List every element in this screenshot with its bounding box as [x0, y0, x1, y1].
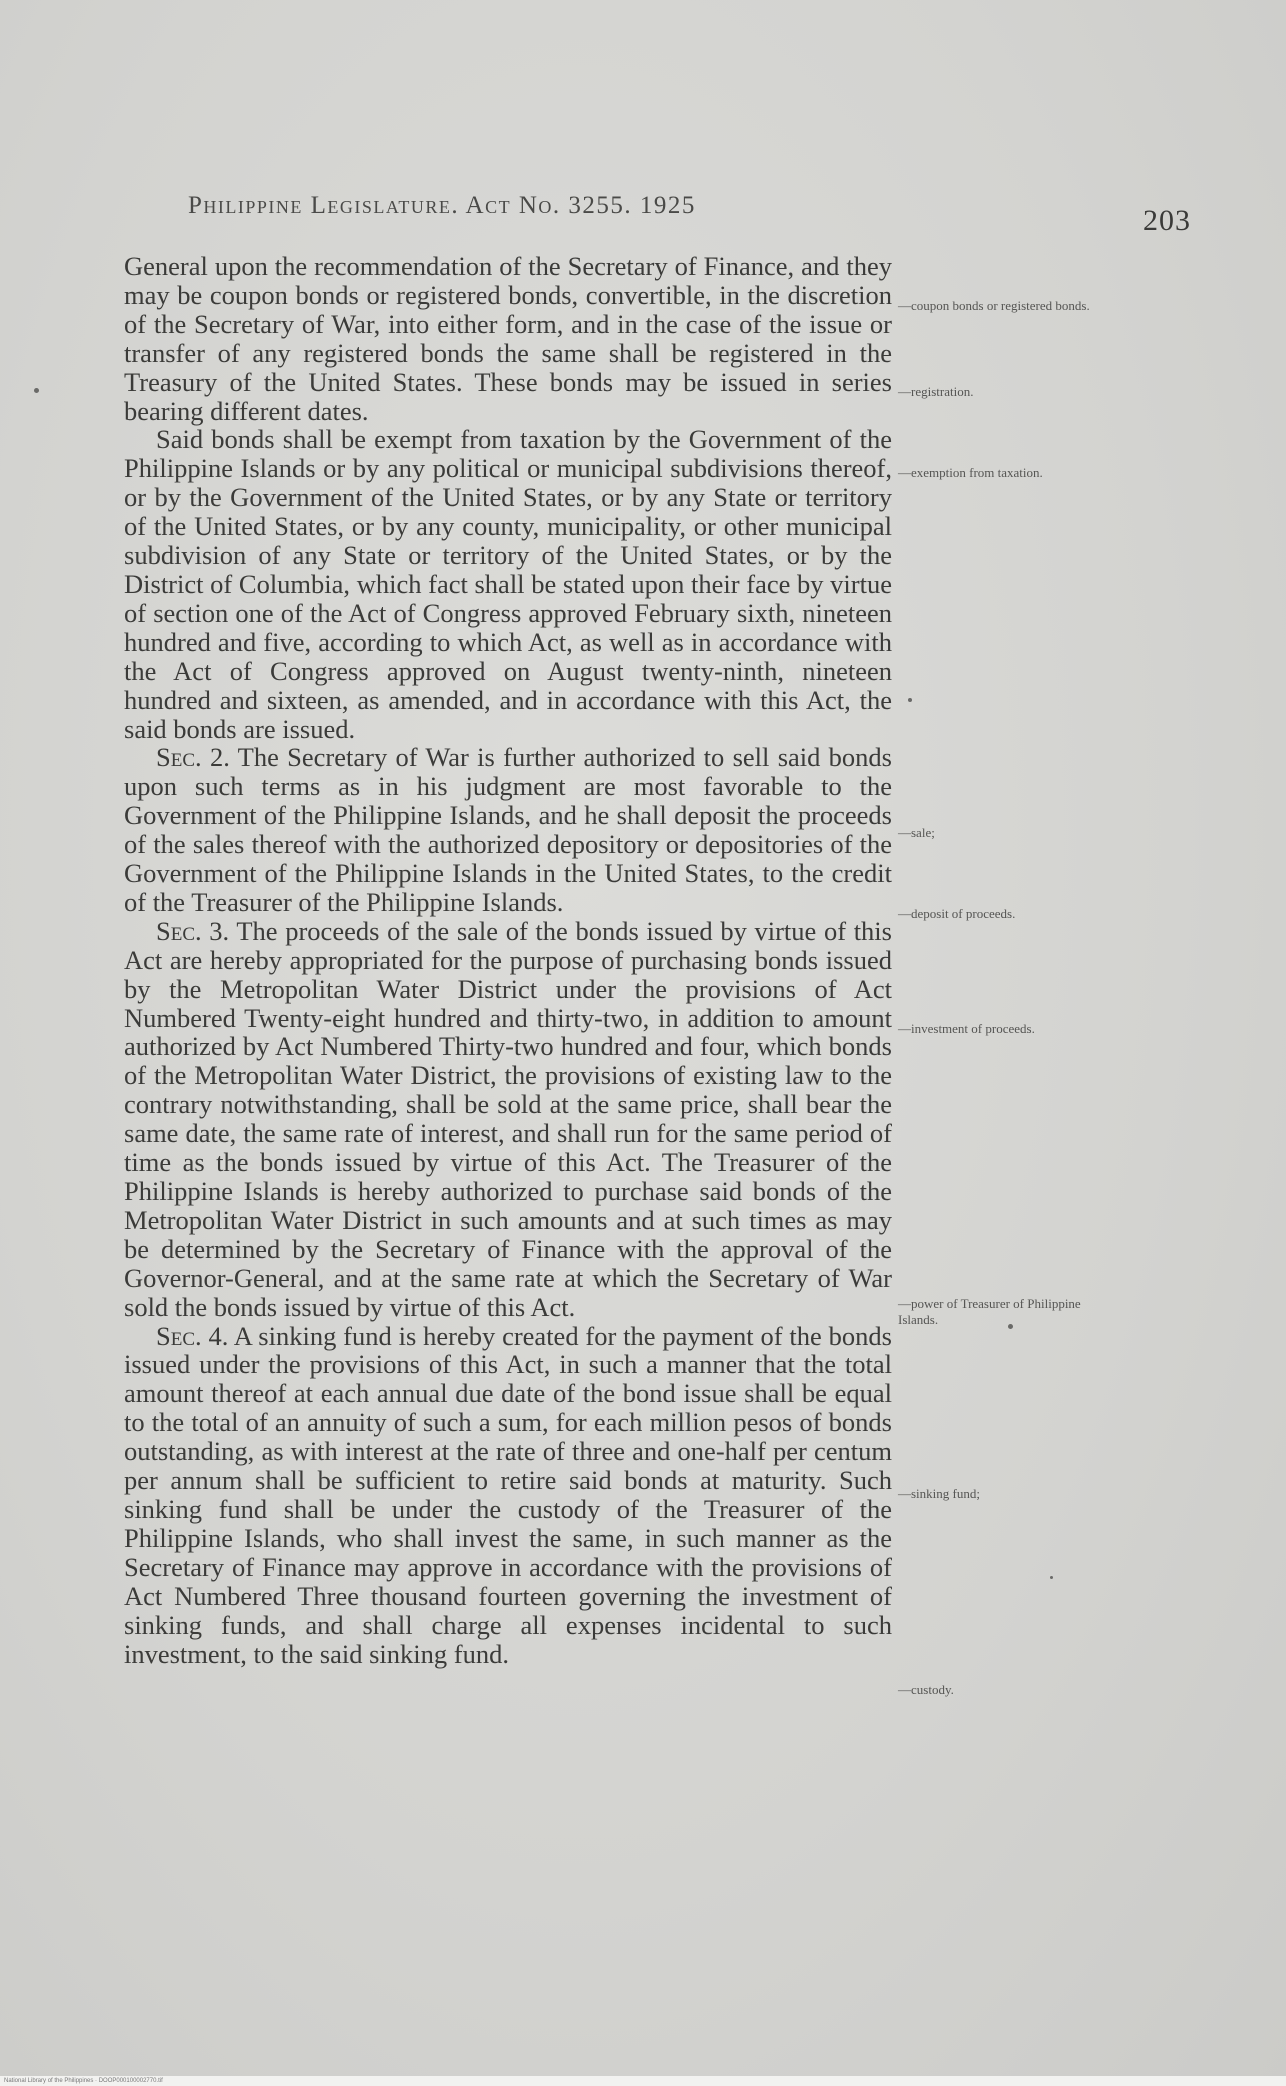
section-4-text: A sinking fund is hereby created for the payment of the bonds issued under the provisions of this Act, in such a manner that the total amount thereof at each annual due date of the bond issue shall be equal to the total of an annuity of such a sum, for each million pesos of bonds outstanding, as with interest at the rate of three and one-half per centum per annum shall be sufficient to retire said bonds at maturity. Such sinking fund shall be under the custody of the Treasurer of the Philippine Islands, who shall invest the same, in such manner as the Secretary of Finance may approve in accordance with the provisions of Act Numbered Three thousand fourteen governing the investment of sinking funds, and shall charge all expenses incidental to such investment, to the said sinking fund.: [124, 1320, 892, 1669]
margin-note-coupon: —coupon bonds or registered bonds.: [898, 298, 1090, 313]
margin-note-registration: —registration.: [898, 384, 974, 399]
scan-speck: [908, 698, 912, 702]
margin-note-investment: —investment of proceeds.: [898, 1021, 1035, 1036]
margin-note-deposit: —deposit of proceeds.: [898, 906, 1016, 921]
section-2-label: Sec. 2.: [156, 742, 230, 773]
scan-speck: [1050, 1576, 1053, 1579]
margin-note-sinking: —sinking fund;: [898, 1486, 980, 1501]
paragraph-2: Said bonds shall be exempt from taxation by the Government of the Philippine Islands or by any political or municipal subdivisions thereof, or by the Government of the United States, or by any State or territory of the United States, or by any county, municipality, or other municipal subdivision of any State or territory of the United States, or by the District of Columbia, which fact shall be stated upon their face by virtue of section one of the Act of Congress approved February sixth, nineteen hundred and five, according to which Act, as well as in accordance with the Act of Congress approved on August twenty-ninth, nineteen hundred and sixteen, as amended, and in accordance with this Act, the said bonds are issued.: [124, 424, 892, 744]
section-2-text: The Secretary of War is further authorized to sell said bonds upon such terms as in his judgment are most favorable to the Government of the Philippine Islands, and he shall deposit the proceeds of the sales thereof with the authorized depository or depositories of the Government of the Philippine Islands in the United States, to the credit of the Treasurer of the Philippine Islands.: [124, 742, 892, 917]
margin-note-exemption: —exemption from taxation.: [898, 465, 1043, 480]
scan-speck: [1008, 1324, 1013, 1329]
margin-note-custody: —custody.: [898, 1682, 954, 1697]
page-number: 203: [1143, 204, 1191, 237]
paragraph-1: General upon the recommendation of the Secretary of Finance, and they may be coupon bonds or registered bonds, convertible, in the discretion of the Secretary of War, into either form, and in the case of the issue or transfer of any registered bonds the same shall be registered in the Treasury of the United States. These bonds may be issued in series bearing different dates.: [124, 251, 892, 426]
scan-speck: [34, 388, 39, 393]
section-3: [124, 917, 892, 1322]
section-4-label: Sec. 4.: [156, 1320, 229, 1351]
running-head: Philippine Legislature. Act No. 3255. 1925: [188, 192, 696, 219]
section-4: [124, 1322, 892, 1669]
scan-credit-strip: National Library of the Philippines · DOOP000100002770.tif: [0, 2076, 1286, 2086]
section-2: [124, 743, 892, 916]
margin-note-power: —power of Treasurer of Philippine Islands.: [898, 1296, 1081, 1327]
margin-note-sale: —sale;: [898, 825, 935, 840]
section-3-label: Sec. 3.: [156, 915, 230, 946]
section-3-text: The proceeds of the sale of the bonds issued by virtue of this Act are hereby appropriated for the purpose of purchasing bonds issued by the Metropolitan Water District under the provisions of Act Numbered Twenty-eight hundred and thirty-two, in addition to amount authorized by Act Numbered Thirty-two hundred and four, which bonds of the Metropolitan Water District, the provisions of existing law to the contrary notwithstanding, shall be sold at the same price, shall bear the same date, the same rate of interest, and shall run for the same period of time as the bonds issued by virtue of this Act. The Treasurer of the Philippine Islands is hereby authorized to purchase said bonds of the Metropolitan Water District in such amounts and at such times as may be determined by the Secretary of Finance with the approval of the Governor-General, and at the same rate at which the Secretary of War sold the bonds issued by virtue of this Act.: [124, 915, 892, 1322]
act-body-text: [124, 252, 892, 1668]
